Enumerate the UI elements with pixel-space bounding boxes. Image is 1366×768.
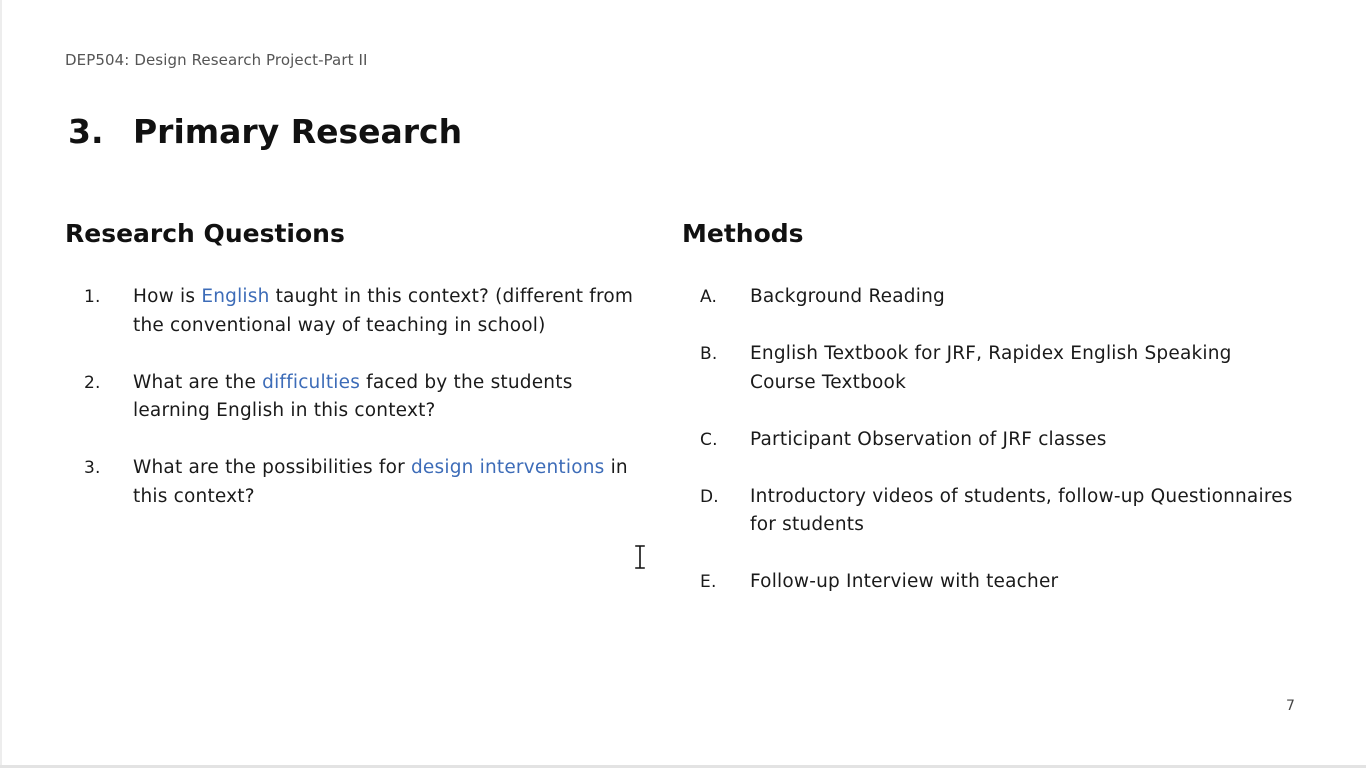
list-item-text: Background Reading: [750, 286, 945, 307]
list-item-text: [84, 369, 644, 426]
research-questions-list: [84, 283, 644, 540]
highlighted-term: English: [201, 286, 270, 307]
slide-title-text: Primary Research: [133, 112, 463, 151]
list-item-marker: D.: [700, 486, 719, 507]
highlighted-term: difficulties: [262, 371, 361, 393]
list-item-marker: B.: [700, 344, 718, 364]
text-cursor-icon: [633, 544, 647, 570]
list-item-marker: E.: [700, 572, 717, 592]
list-item-text: Follow-up Interview with teacher: [750, 571, 1059, 592]
methods-heading: Methods: [682, 219, 804, 248]
list-item: [700, 283, 1300, 312]
list-item-text: [84, 283, 644, 340]
list-item-marker: A.: [700, 287, 718, 307]
list-item: [84, 454, 644, 511]
list-item: [700, 568, 1300, 597]
question-text-part: in this context?: [133, 457, 628, 507]
highlighted-term: design interventions: [410, 457, 605, 478]
list-item-text: Introductory videos of students, follow-up Questionnaires for students: [750, 485, 1293, 535]
slide-left-edge: [0, 0, 2, 768]
list-item-marker: C.: [700, 429, 718, 450]
question-text-part: taught in this context? (different from the conventional way of teaching in school): [133, 286, 634, 336]
question-text-part: What are the: [133, 371, 263, 393]
list-item-text: English Textbook for JRF, Rapidex English Speaking Course Textbook: [750, 343, 1232, 393]
course-label: DEP504: Design Research Project-Part II: [65, 51, 368, 69]
slide-title-number: 3.: [68, 112, 104, 151]
list-item: [700, 426, 1300, 455]
question-text-part: faced by the students learning English in this context?: [133, 371, 573, 421]
slide-title: [68, 112, 462, 151]
list-item-text: [84, 454, 644, 511]
methods-list: [700, 283, 1300, 625]
question-text-part: What are the possibilities for: [133, 457, 411, 478]
question-text-part: How is: [133, 286, 202, 307]
list-item: [700, 340, 1300, 397]
list-item-marker: 2.: [84, 372, 101, 393]
page-number: 7: [1286, 698, 1295, 714]
list-item-marker: 1.: [84, 287, 101, 307]
list-item-text: Participant Observation of JRF classes: [750, 428, 1107, 450]
list-item: [84, 283, 644, 340]
list-item-marker: 3.: [84, 458, 101, 478]
list-item: [84, 369, 644, 426]
list-item: [700, 483, 1300, 540]
research-questions-heading: Research Questions: [65, 219, 345, 248]
